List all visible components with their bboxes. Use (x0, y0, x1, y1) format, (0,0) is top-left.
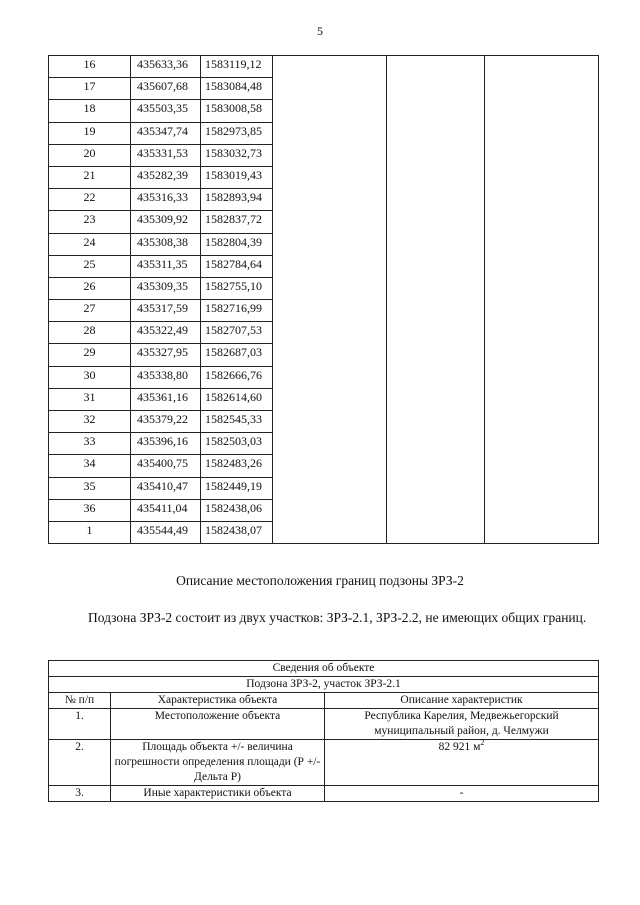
y-coordinate-cell: 1582483,26 (201, 455, 273, 477)
x-coordinate-cell: 435327,95 (131, 344, 201, 366)
x-coordinate-cell: 435322,49 (131, 322, 201, 344)
page-number: 5 (317, 24, 323, 38)
x-coordinate-cell: 435308,38 (131, 233, 201, 255)
x-coordinate-cell: 435331,53 (131, 144, 201, 166)
table-row (49, 786, 599, 802)
point-number-cell: 28 (49, 322, 131, 344)
table-row (49, 709, 599, 740)
row-characteristic: Площадь объекта +/- величина погрешности определения площади (Р +/- Дельта Р) (111, 740, 325, 786)
point-number-cell: 27 (49, 300, 131, 322)
point-number-cell: 34 (49, 455, 131, 477)
y-coordinate-cell: 1582545,33 (201, 411, 273, 433)
table-row (49, 56, 599, 78)
info-table-subheader: Подзона ЗРЗ-2, участок ЗРЗ-2.1 (49, 677, 599, 693)
y-coordinate-cell: 1582687,03 (201, 344, 273, 366)
object-info-table (48, 660, 599, 802)
row-characteristic: Иные характеристики объекта (111, 786, 325, 802)
row-description: Республика Карелия, Медвежьегорский муниципальный район, д. Челмужи (325, 709, 599, 740)
y-coordinate-cell: 1582449,19 (201, 477, 273, 499)
x-coordinate-cell: 435311,35 (131, 255, 201, 277)
x-coordinate-cell: 435633,36 (131, 56, 201, 78)
point-number-cell: 24 (49, 233, 131, 255)
x-coordinate-cell: 435503,35 (131, 100, 201, 122)
point-number-cell: 16 (49, 56, 131, 78)
y-coordinate-cell: 1582438,06 (201, 499, 273, 521)
row-number: 2. (49, 740, 111, 786)
empty-column-2 (387, 56, 485, 544)
y-coordinate-cell: 1582666,76 (201, 366, 273, 388)
row-description (325, 740, 599, 786)
point-number-cell: 30 (49, 366, 131, 388)
point-number-cell: 20 (49, 144, 131, 166)
point-number-cell: 19 (49, 122, 131, 144)
y-coordinate-cell: 1583008,58 (201, 100, 273, 122)
area-unit-exponent: 2 (480, 738, 485, 748)
row-description: - (325, 786, 599, 802)
section-paragraph: Подзона ЗРЗ-2 состоит из двух участков: ЗРЗ-2.1, ЗРЗ-2.2, не имеющих общих границ. (88, 610, 587, 625)
x-coordinate-cell: 435544,49 (131, 521, 201, 543)
column-header-characteristic: Характеристика объекта (111, 693, 325, 709)
table-row (49, 740, 599, 786)
x-coordinate-cell: 435338,80 (131, 366, 201, 388)
row-number: 1. (49, 709, 111, 740)
point-number-cell: 35 (49, 477, 131, 499)
y-coordinate-cell: 1582755,10 (201, 277, 273, 299)
point-number-cell: 26 (49, 277, 131, 299)
point-number-cell: 29 (49, 344, 131, 366)
section-title: Описание местоположения границ подзоны ЗРЗ-2 (176, 573, 464, 588)
point-number-cell: 23 (49, 211, 131, 233)
y-coordinate-cell: 1582438,07 (201, 521, 273, 543)
x-coordinate-cell: 435379,22 (131, 411, 201, 433)
x-coordinate-cell: 435316,33 (131, 189, 201, 211)
area-value: 82 921 м (438, 741, 481, 753)
column-header-description: Описание характеристик (325, 693, 599, 709)
y-coordinate-cell: 1582707,53 (201, 322, 273, 344)
y-coordinate-cell: 1582784,64 (201, 255, 273, 277)
point-number-cell: 18 (49, 100, 131, 122)
point-number-cell: 25 (49, 255, 131, 277)
point-number-cell: 1 (49, 521, 131, 543)
y-coordinate-cell: 1582614,60 (201, 388, 273, 410)
empty-column-3 (485, 56, 599, 544)
x-coordinate-cell: 435411,04 (131, 499, 201, 521)
x-coordinate-cell: 435347,74 (131, 122, 201, 144)
point-number-cell: 33 (49, 433, 131, 455)
y-coordinate-cell: 1583032,73 (201, 144, 273, 166)
x-coordinate-cell: 435309,92 (131, 211, 201, 233)
x-coordinate-cell: 435396,16 (131, 433, 201, 455)
x-coordinate-cell: 435282,39 (131, 166, 201, 188)
y-coordinate-cell: 1582503,03 (201, 433, 273, 455)
x-coordinate-cell: 435309,35 (131, 277, 201, 299)
y-coordinate-cell: 1582716,99 (201, 300, 273, 322)
x-coordinate-cell: 435317,59 (131, 300, 201, 322)
row-number: 3. (49, 786, 111, 802)
coordinates-table-body (49, 56, 599, 544)
y-coordinate-cell: 1582837,72 (201, 211, 273, 233)
y-coordinate-cell: 1582893,94 (201, 189, 273, 211)
point-number-cell: 36 (49, 499, 131, 521)
info-table-header: Сведения об объекте (49, 661, 599, 677)
point-number-cell: 22 (49, 189, 131, 211)
y-coordinate-cell: 1582973,85 (201, 122, 273, 144)
x-coordinate-cell: 435607,68 (131, 78, 201, 100)
x-coordinate-cell: 435410,47 (131, 477, 201, 499)
y-coordinate-cell: 1583019,43 (201, 166, 273, 188)
x-coordinate-cell: 435361,16 (131, 388, 201, 410)
point-number-cell: 32 (49, 411, 131, 433)
y-coordinate-cell: 1583084,48 (201, 78, 273, 100)
coordinates-table (48, 55, 599, 544)
y-coordinate-cell: 1583119,12 (201, 56, 273, 78)
point-number-cell: 17 (49, 78, 131, 100)
row-characteristic: Местоположение объекта (111, 709, 325, 740)
empty-column-1 (273, 56, 387, 544)
x-coordinate-cell: 435400,75 (131, 455, 201, 477)
column-header-number: № п/п (49, 693, 111, 709)
y-coordinate-cell: 1582804,39 (201, 233, 273, 255)
point-number-cell: 21 (49, 166, 131, 188)
point-number-cell: 31 (49, 388, 131, 410)
